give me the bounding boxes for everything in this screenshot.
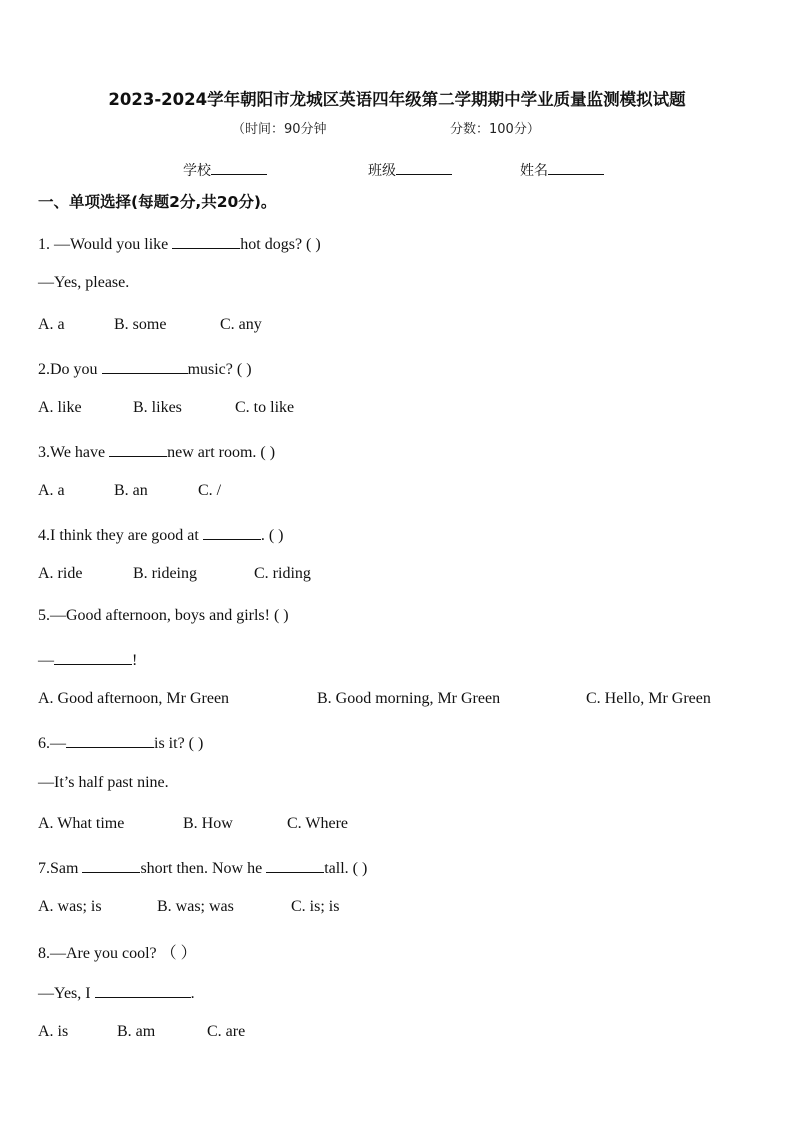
answer-blank[interactable] — [54, 649, 132, 665]
question-3 — [38, 441, 275, 462]
option-6c[interactable]: C. Where — [287, 815, 349, 832]
option-3a[interactable]: A. a — [38, 482, 65, 499]
option-2c[interactable]: C. to like — [235, 399, 295, 416]
school-field — [183, 160, 267, 180]
exam-score: 分数：100分） — [450, 122, 540, 137]
question-1 — [38, 233, 321, 254]
question-7 — [38, 857, 367, 878]
question-text: short then. Now he — [140, 860, 267, 877]
option-4b[interactable]: B. rideing — [133, 565, 197, 582]
question-text: 6.— — [38, 735, 66, 752]
option-8c[interactable]: C. are — [207, 1023, 246, 1040]
reply-text: — — [38, 652, 54, 669]
reply-text: ! — [132, 652, 138, 669]
answer-blank[interactable] — [172, 233, 240, 249]
school-label: 学校 — [183, 163, 211, 179]
reply-8 — [38, 982, 195, 1003]
answer-blank[interactable] — [102, 358, 188, 374]
question-text: 2.Do you — [38, 361, 102, 378]
answer-blank[interactable] — [66, 732, 154, 748]
option-5b[interactable]: B. Good morning, Mr Green — [317, 690, 501, 707]
reply-6: —It’s half past nine. — [38, 774, 169, 791]
question-4 — [38, 524, 284, 545]
question-text: 1. —Would you like — [38, 236, 173, 253]
question-text: new art room. ( ) — [167, 444, 276, 461]
school-blank[interactable] — [211, 160, 267, 175]
option-8b[interactable]: B. am — [117, 1023, 156, 1040]
option-3b[interactable]: B. an — [114, 482, 148, 499]
section-heading: 一、单项选择(每题2分,共20分)。 — [38, 193, 277, 211]
option-5c[interactable]: C. Hello, Mr Green — [586, 690, 711, 707]
option-2b[interactable]: B. likes — [133, 399, 182, 416]
option-4a[interactable]: A. ride — [38, 565, 83, 582]
question-text: 3.We have — [38, 444, 110, 461]
question-5: 5.—Good afternoon, boys and girls! ( ) — [38, 607, 289, 624]
question-text: 4.I think they are good at — [38, 527, 203, 544]
reply-1: —Yes, please. — [38, 274, 130, 291]
option-7a[interactable]: A. was; is — [38, 898, 102, 915]
question-text: hot dogs? ( ) — [240, 236, 321, 253]
question-text: music? ( ) — [187, 361, 252, 378]
class-blank[interactable] — [396, 160, 452, 175]
exam-time: （时间：90分钟 — [232, 122, 327, 137]
question-text: tall. ( ) — [324, 860, 368, 877]
option-4c[interactable]: C. riding — [254, 565, 311, 582]
option-5a[interactable]: A. Good afternoon, Mr Green — [38, 690, 230, 707]
option-7c[interactable]: C. is; is — [291, 898, 340, 915]
answer-blank[interactable] — [95, 982, 191, 998]
answer-blank[interactable] — [203, 524, 261, 540]
option-6a[interactable]: A. What time — [38, 815, 125, 832]
question-6 — [38, 732, 203, 753]
answer-blank[interactable] — [82, 857, 140, 873]
reply-text: —Yes, I — [38, 985, 95, 1002]
option-1a[interactable]: A. a — [38, 316, 65, 333]
option-7b[interactable]: B. was; was — [157, 898, 234, 915]
class-field — [368, 160, 452, 180]
exam-title: 2023-2024学年朝阳市龙城区英语四年级第二学期期中学业质量监测模拟试题 — [108, 90, 686, 109]
option-6b[interactable]: B. How — [183, 815, 233, 832]
option-3c[interactable]: C. / — [198, 482, 222, 499]
option-1c[interactable]: C. any — [220, 316, 262, 333]
question-text: is it? ( ) — [154, 735, 204, 752]
option-1b[interactable]: B. some — [114, 316, 167, 333]
name-field — [520, 160, 604, 180]
option-8a[interactable]: A. is — [38, 1023, 69, 1040]
answer-blank[interactable] — [266, 857, 324, 873]
question-text: 7.Sam — [38, 860, 83, 877]
question-2 — [38, 358, 252, 379]
reply-5 — [38, 649, 137, 670]
class-label: 班级 — [368, 163, 396, 179]
question-8: 8.—Are you cool? （ ） — [38, 945, 197, 962]
option-2a[interactable]: A. like — [38, 399, 82, 416]
reply-text: . — [190, 985, 195, 1002]
name-label: 姓名 — [520, 163, 548, 179]
name-blank[interactable] — [548, 160, 604, 175]
answer-blank[interactable] — [109, 441, 167, 457]
question-text: . ( ) — [260, 527, 284, 544]
